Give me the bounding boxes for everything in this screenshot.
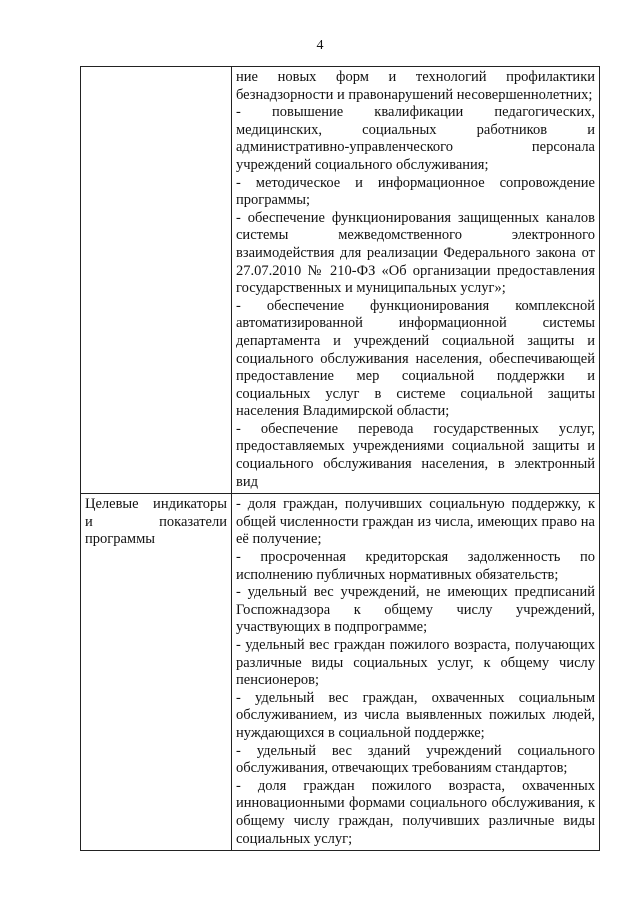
text-paragraph: - удельный вес граждан, охваченных социальным обслуживанием, из числа выявленных пожилых людей, нуждающихся в социальной поддержке;	[236, 689, 595, 741]
text-paragraph: - доля граждан пожилого возраста, охваченных инновационными формами социального обслуживания, к общему числу граждан, получивших различные виды социальных услуг;	[236, 777, 595, 847]
program-table	[80, 66, 600, 851]
text-paragraph: - просроченная кредиторская задолженность по исполнению публичных нормативных обязательств;	[236, 549, 595, 583]
indicators-label: Целевые индикаторы и показатели программы	[85, 496, 227, 548]
text-paragraph: - удельный вес зданий учреждений социального обслуживания, отвечающих требованиям стандартов;	[236, 742, 595, 777]
row-label-cell	[81, 494, 232, 851]
row-content-cell	[232, 494, 600, 851]
table-row	[81, 494, 600, 851]
page-number: 4	[316, 38, 324, 53]
row-content-cell	[232, 67, 600, 494]
text-paragraph: - удельный вес граждан пожилого возраста, получающих различные виды социальных услуг, к общему числу пенсионеров;	[236, 637, 595, 689]
text-paragraph: - доля граждан, получивших социальную поддержку, к общей численности граждан из числа, имеющих право на её получение;	[236, 496, 595, 548]
text-paragraph: - методическое и информационное сопровождение программы;	[236, 174, 595, 209]
text-paragraph: - повышение квалификации педагогических, медицинских, социальных работников и административно-управленческого персонала учреждений социального обслуживания;	[236, 104, 595, 173]
text-paragraph: ние новых форм и технологий профилактики безнадзорности и правонарушений несовершеннолетних;	[236, 69, 595, 103]
row-label-cell	[81, 67, 232, 494]
text-paragraph: - обеспечение перевода государственных услуг, предоставляемых учреждениями социальной защиты и социального обслуживания населения, в электронный вид	[236, 420, 595, 490]
text-paragraph: - обеспечение функционирования защищенных каналов системы межведомственного электронного взаимодействия для реализации Федерального закона от 27.07.2010 № 210-ФЗ «Об организации предоставления государственных и муниципальных услуг»;	[236, 209, 595, 297]
text-paragraph: - обеспечение функционирования комплексной автоматизированной информационной системы департамента и учреждений социальной защиты и социального обслуживания населения, обеспечивающей предоставление мер социальной поддержки и социальных услуг в системе социальной защиты населения Владимирской области;	[236, 297, 595, 420]
table-row	[81, 67, 600, 494]
text-paragraph: - удельный вес учреждений, не имеющих предписаний Госпожнадзора к общему числу учреждений, участвующих в подпрограмме;	[236, 584, 595, 636]
